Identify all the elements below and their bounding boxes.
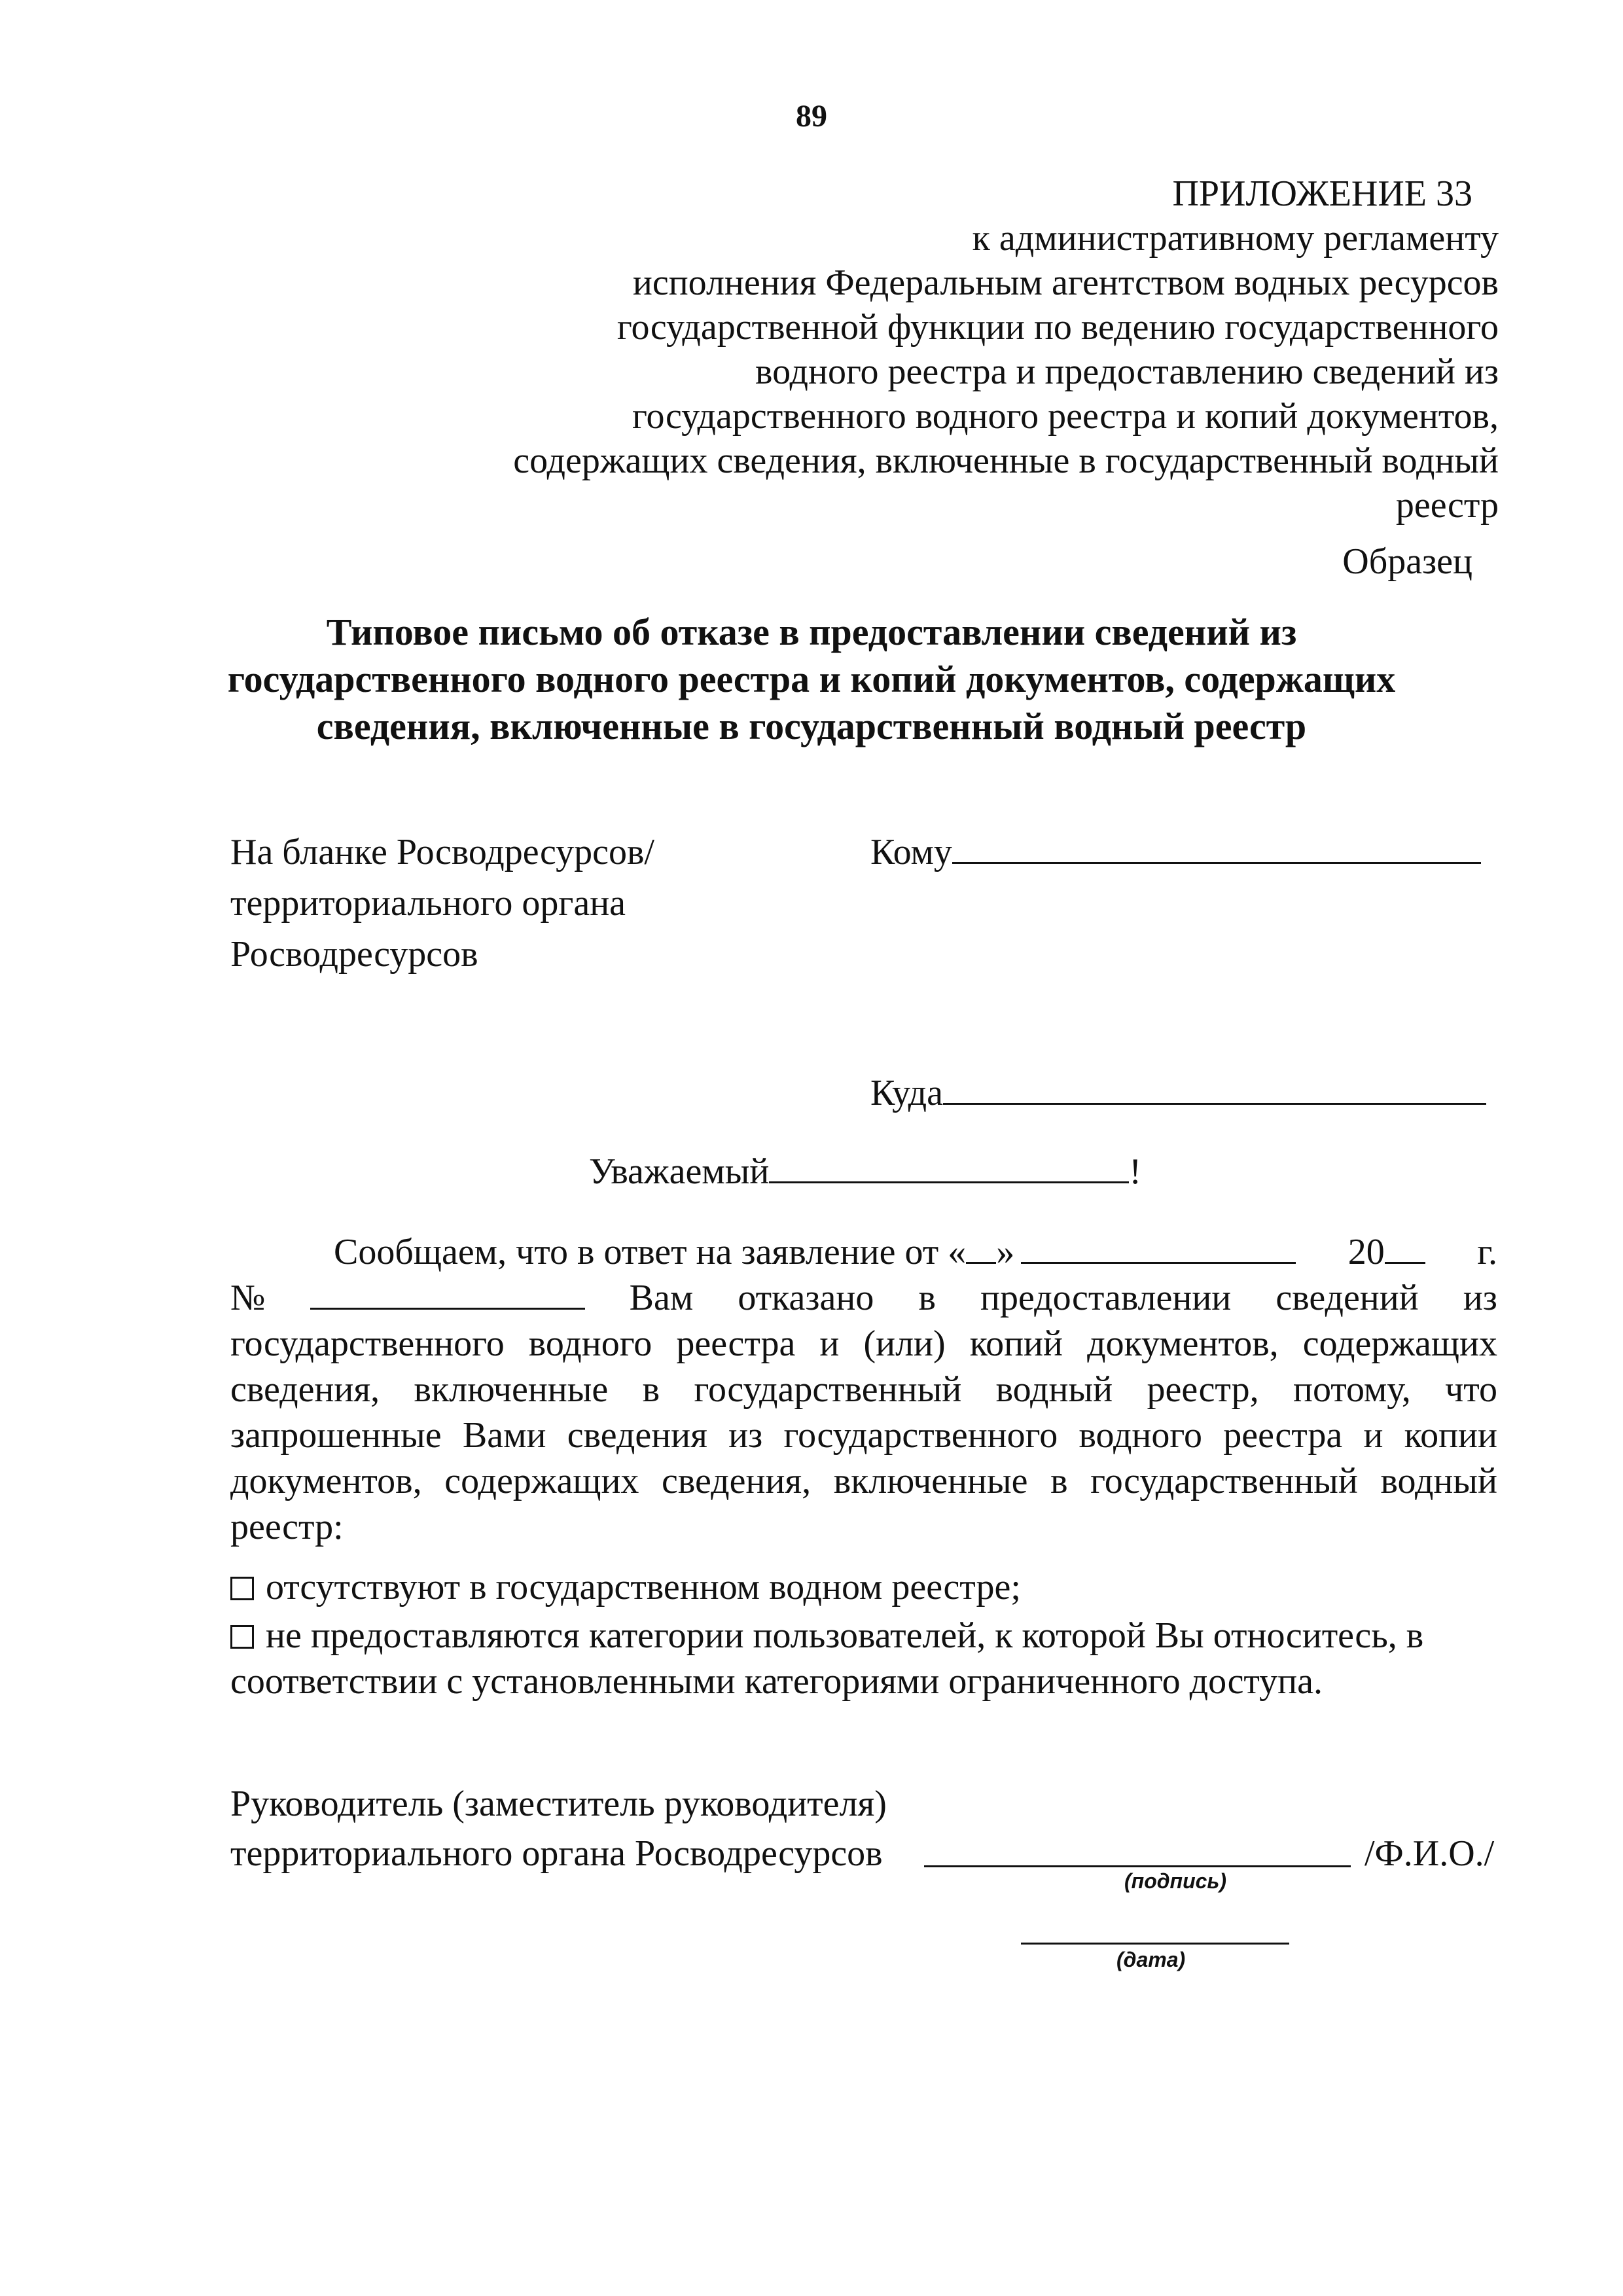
address-blank-line: [943, 1103, 1486, 1105]
signature-line: [924, 1865, 1351, 1867]
recipient-label: Кому: [870, 832, 952, 872]
quote-close: »: [996, 1232, 1015, 1272]
body-word: отказано: [738, 1278, 874, 1318]
number-blank-line: [310, 1308, 585, 1310]
day-blank-line: [966, 1262, 996, 1264]
letterhead-line: территориального органа: [230, 883, 626, 924]
option-continuation: соответствии с установленными категориями ограниченного доступа.: [230, 1661, 1323, 1702]
body-word: предоставлении: [980, 1278, 1232, 1318]
year-prefix: 20: [1347, 1232, 1385, 1272]
year-suffix: г.: [1477, 1232, 1497, 1272]
salutation: [589, 1149, 1141, 1194]
address-field: [870, 1071, 1486, 1115]
option-label: не предоставляются категории пользователей, к которой Вы относитесь, в: [266, 1615, 1424, 1656]
body-line-1: [230, 1229, 1497, 1275]
sample-label: Образец: [1342, 541, 1472, 582]
checkbox-icon: [230, 1625, 254, 1649]
appendix-line: к административному регламенту: [972, 218, 1499, 259]
salutation-end: !: [1129, 1151, 1141, 1192]
body-line-2: [230, 1275, 1497, 1321]
checkbox-icon: [230, 1577, 254, 1600]
body-word: из: [1463, 1278, 1497, 1318]
letterhead-line: На бланке Росводресурсов/: [230, 832, 654, 872]
letterhead-line: Росводресурсов: [230, 934, 478, 975]
recipient-field: [870, 830, 1481, 874]
document-title-line: Типовое письмо об отказе в предоставлении сведений из: [326, 611, 1297, 653]
letter-body: [230, 1229, 1497, 1550]
date-line: [1021, 1943, 1289, 1945]
name-label: /Ф.И.О./: [1364, 1833, 1495, 1874]
signatory-title-line: Руководитель (заместитель руководителя): [230, 1784, 887, 1824]
salutation-blank-line: [769, 1181, 1129, 1183]
signatory-title-line: территориального органа Росводресурсов: [230, 1833, 883, 1874]
address-label: Куда: [870, 1073, 943, 1113]
appendix-line: исполнения Федеральным агентством водных ресурсов: [632, 262, 1499, 303]
page-number: 89: [796, 99, 827, 134]
appendix-line: государственной функции по ведению государственного: [616, 307, 1499, 348]
salutation-label: Уважаемый: [589, 1151, 770, 1192]
option-label: отсутствуют в государственном водном реестре;: [266, 1567, 1021, 1607]
number-sign: №: [230, 1278, 266, 1318]
document-title-line: сведения, включенные в государственный водный реестр: [316, 705, 1307, 747]
body-word: сведений: [1275, 1278, 1419, 1318]
appendix-line: государственного водного реестра и копий документов,: [632, 396, 1499, 437]
appendix-line: реестр: [1395, 485, 1499, 526]
appendix-line: содержащих сведения, включенные в государственный водный: [513, 440, 1499, 481]
recipient-blank-line: [952, 862, 1481, 864]
body-paragraph: государственного водного реестра и (или) копий документов, содержащих сведения, включенные в государственный водный реестр, потому, что запрошенные Вами сведения из государственного водного реестра и копии документов, содержащих сведения, включенные в государственный водный реестр:: [230, 1323, 1497, 1547]
option-not-in-registry: [230, 1564, 1021, 1610]
option-restricted-category: [230, 1613, 1423, 1659]
month-blank-line: [1021, 1262, 1296, 1264]
appendix-title: ПРИЛОЖЕНИЕ 33: [1172, 173, 1472, 214]
signature-caption: (подпись): [1124, 1869, 1227, 1893]
appendix-line: водного реестра и предоставлению сведений из: [755, 351, 1499, 392]
body-word: в: [918, 1278, 936, 1318]
document-title-line: государственного водного реестра и копий документов, содержащих: [227, 658, 1396, 700]
body-word: Вам: [629, 1278, 694, 1318]
body-intro: Сообщаем, что в ответ на заявление от «: [334, 1232, 967, 1272]
year-blank-line: [1385, 1262, 1425, 1264]
date-caption: (дата): [1116, 1948, 1186, 1971]
